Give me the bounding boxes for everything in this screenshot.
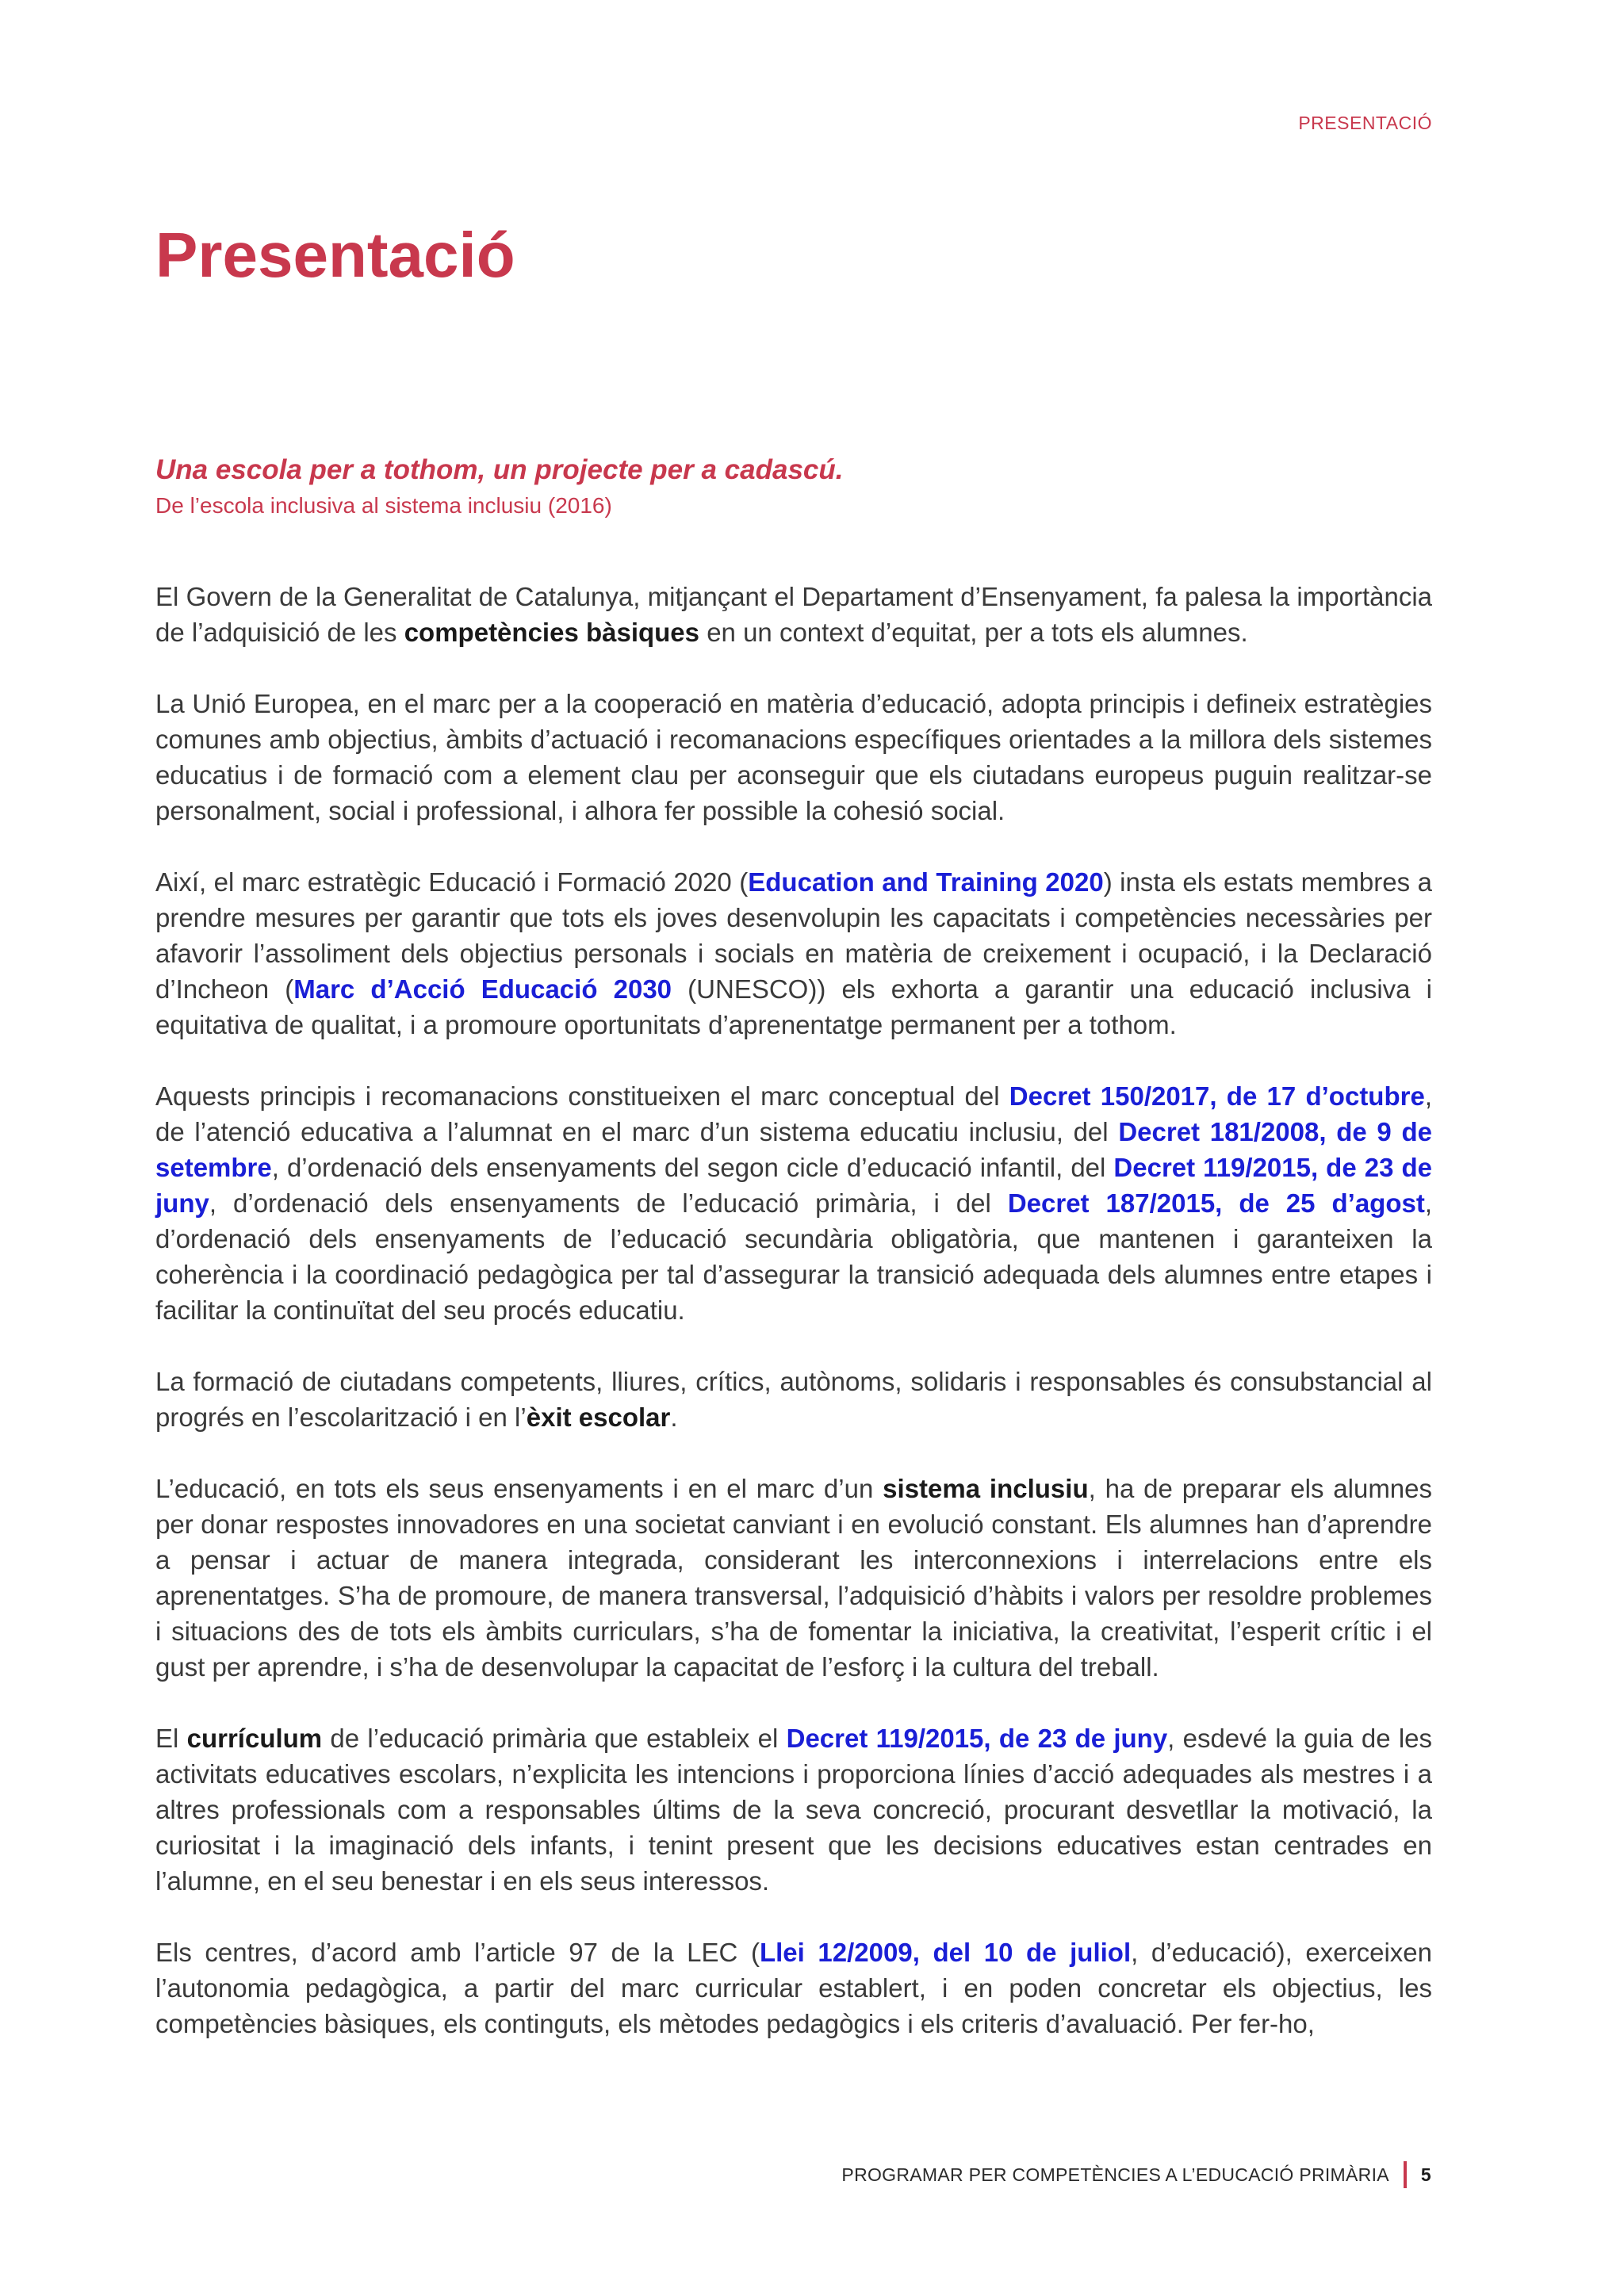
text-run: La formació de ciutadans competents, lliures, crítics, autònoms, solidaris i responsables és consubstancial al progrés en l’escolarització i en l’ [155, 1367, 1432, 1432]
text-run: (UNESCO)) els exhorta a garantir una educació inclusiva i equitativa de qualitat, i a promoure oportunitats d’aprenentatge permanent per a tothom. [155, 974, 1432, 1039]
text-run: ) insta els estats membres a prendre mesures per garantir que tots els joves desenvolupin les capacitats i competències necessàries per afavorir l’assoliment dels objectius personals i socials en matèria de creixement i ocupació, i la Declaració d’Incheon ( [155, 867, 1432, 1004]
bold-term: èxit escolar [526, 1402, 671, 1432]
text-run: El Govern de la Generalitat de Catalunya, mitjançant el Departament d’Ensenyament, fa palesa la importància de l’adquisició de les [155, 582, 1432, 647]
paragraph-4 [155, 1078, 1432, 1328]
paragraph-6 [155, 1471, 1432, 1685]
text-run: L’educació, en tots els seus ensenyaments i en el marc d’un [155, 1474, 883, 1503]
paragraph-2 [155, 686, 1432, 828]
bold-term: competències bàsiques [404, 618, 700, 647]
link-decret-119-2015[interactable]: Decret 119/2015, de 23 de juny [155, 1153, 1432, 1218]
paragraph-8 [155, 1934, 1432, 2042]
bold-term: sistema inclusiu [883, 1474, 1089, 1503]
text-run: El [155, 1724, 187, 1753]
paragraph-5 [155, 1364, 1432, 1435]
paragraph-7 [155, 1720, 1432, 1899]
text-run: en un context d’equitat, per a tots els alumnes. [699, 618, 1248, 647]
text-run: . [670, 1402, 678, 1432]
body-text [155, 579, 1432, 2077]
text-run: Els centres, d’acord amb l’article 97 de la LEC ( [155, 1938, 760, 1967]
link-decret-187-2015[interactable]: Decret 187/2015, de 25 d’agost [1007, 1188, 1425, 1218]
page-footer [841, 2161, 1431, 2188]
epigraph-quote: Una escola per a tothom, un projecte per a cadascú. [155, 454, 844, 485]
text-run: , esdevé la guia de les activitats educatives escolars, n’explicita les intencions i proporciona línies d’acció adequades als mestres i a altres professionals com a responsables últims de la seva concreció, procurant desvetllar la motivació, la curiositat i la imaginació dels infants, i tenint present que les decisions educatives estan centrades en l’alumne, en el seu benestar i en els seus interessos. [155, 1724, 1433, 1896]
bold-term: currículum [186, 1724, 323, 1753]
text-run: Així, el marc estratègic Educació i Formació 2020 ( [155, 867, 749, 897]
paragraph-3 [155, 864, 1432, 1043]
link-marc-accio-2030[interactable]: Marc d’Acció Educació 2030 [293, 974, 672, 1004]
text-run: , d’ordenació dels ensenyaments de l’educació primària, i del [209, 1188, 1008, 1218]
text-run: Aquests principis i recomanacions constitueixen el marc conceptual del [155, 1081, 1009, 1111]
link-decret-150-2017[interactable]: Decret 150/2017, de 17 d’octubre [1009, 1081, 1425, 1111]
page-number: 5 [1420, 2164, 1431, 2185]
link-llei-12-2009[interactable]: Llei 12/2009, del 10 de juliol [759, 1938, 1132, 1967]
epigraph [155, 452, 843, 519]
running-head: PRESENTACIÓ [1298, 113, 1432, 133]
paragraph-1 [155, 579, 1432, 650]
page-title: Presentació [155, 220, 515, 290]
text-run: , d’ordenació dels ensenyaments de l’educació secundària obligatòria, que mantenen i garanteixen la coherència i la coordinació pedagògica per tal d’assegurar la transició adequada dels alumnes entre etapes i facilitar la continuïtat del seu procés educatiu. [155, 1188, 1433, 1325]
text-run: , de l’atenció educativa a l’alumnat en el marc d’un sistema educatiu inclusiu, del [155, 1081, 1432, 1146]
text-run: , ha de preparar els alumnes per donar respostes innovadores en una societat canviant i en evolució constant. Els alumnes han d’aprendre a pensar i actuar de manera integrada, considerant les interconnexions i interrelacions entre els aprenentatges. S’ha de promoure, de manera transversal, l’adquisició d’hàbits i valors per resoldre problemes i situacions des de tots els àmbits curriculars, s’ha de fomentar la iniciativa, la creativitat, l’esperit crític i el gust per aprendre, i s’ha de desenvolupar la capacitat de l’esforç i la cultura del treball. [155, 1474, 1433, 1682]
text-run: de l’educació primària que estableix el [322, 1724, 787, 1753]
link-decret-119-2015-b[interactable]: Decret 119/2015, de 23 de juny [786, 1724, 1168, 1753]
text-run: La Unió Europea, en el marc per a la cooperació en matèria d’educació, adopta principis i defineix estratègies comunes amb objectius, àmbits d’actuació i recomanacions específiques orientades a la millora dels sistemes educatius i de formació com a element clau per aconseguir que els ciutadans europeus puguin realitzar-se personalment, social i professional, i alhora fer possible la cohesió social. [155, 689, 1432, 825]
text-run: , d’educació), exerceixen l’autonomia pedagògica, a partir del marc curricular establert, i en poden concretar els objectius, les competències bàsiques, els continguts, els mètodes pedagògics i els criteris d’avaluació. Per fer-ho, [155, 1938, 1433, 2038]
footer-title: PROGRAMAR PER COMPETÈNCIES A L’EDUCACIÓ PRIMÀRIA [841, 2164, 1389, 2185]
footer-divider [1404, 2161, 1407, 2188]
link-decret-181-2008[interactable]: Decret 181/2008, de 9 de setembre [155, 1117, 1432, 1182]
text-run: , d’ordenació dels ensenyaments del segon cicle d’educació infantil, del [271, 1153, 1114, 1182]
epigraph-source: De l’escola inclusiva al sistema inclusiu (2016) [155, 492, 612, 518]
link-education-training-2020[interactable]: Education and Training 2020 [748, 867, 1104, 897]
